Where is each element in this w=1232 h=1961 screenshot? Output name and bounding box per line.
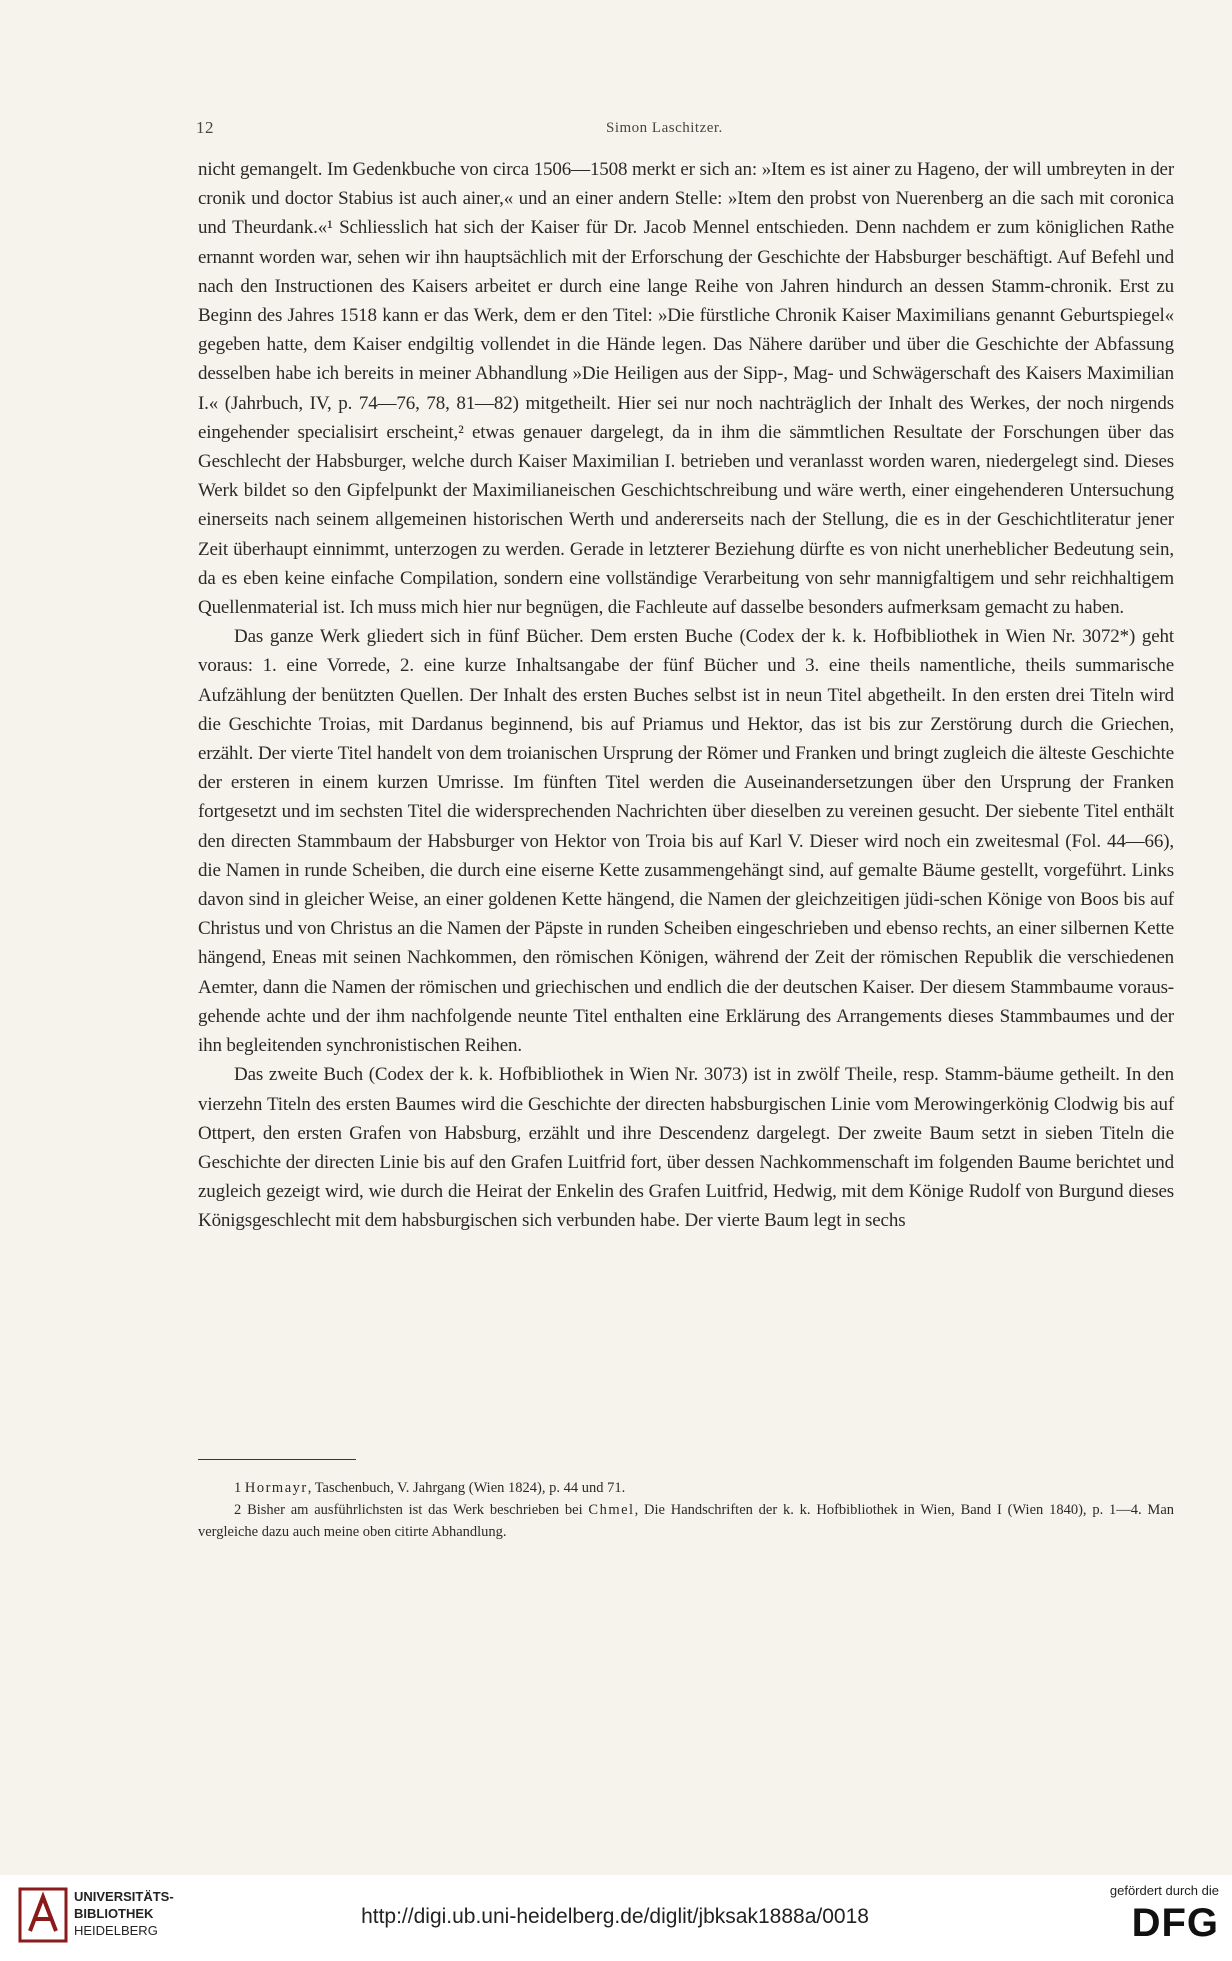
library-line-3: HEIDELBERG xyxy=(74,1923,158,1938)
footnote-mark: 1 xyxy=(234,1480,242,1496)
running-title: Simon Laschitzer. xyxy=(606,120,723,136)
footnote-divider xyxy=(198,1459,356,1460)
paragraph-1: nicht gemangelt. Im Gedenkbuche von circa 1506—1508 merkt er sich an: »Item es ist ainer zu Hageno, der will umbreyten in der cronik und doctor Stabius ist auch ainer,« und an einer andern Stelle: »Item den probst von Nuerenberg an die sach mit coronica und Theurdank.«¹ Schliesslich hat sich der Kaiser für Dr. Jacob Mennel entschieden. Denn nachdem er zum königlichen Rathe ernannt worden war, sehen wir ihn hauptsächlich mit der Erforschung der Geschichte der Habsburger beschäftigt. Auf Befehl und nach den Instructionen des Kaisers arbeitet er durch eine lange Reihe von Jahren hindurch an dessen Stamm-chronik. Erst zu Beginn des Jahres 1518 kann er das Werk, dem er den Titel: »Die fürstliche Chronik Kaiser Maximilians genannt Geburtspiegel« gegeben hatte, dem Kaiser endgiltig vollendet in die Hände legen. Das Nähere darüber und über die Geschichte der Abfassung desselben habe ich bereits in meiner Abhandlung »Die Heiligen aus der Sipp-, Mag- und Schwägerschaft des Kaisers Maximilian I.« (Jahrbuch, IV, p. 74—76, 78, 81—82) mitgetheilt. Hier sei nur noch nachträglich der Inhalt des Werkes, der noch nirgends eingehender specialisirt erscheint,² etwas genauer dargelegt, da in ihm die sämmtlichen Resultate der Forschungen über das Geschlecht der Habsburger, welche durch Kaiser Maximilian I. betrieben und veranlasst worden waren, niedergelegt sind. Dieses Werk bildet so den Gipfelpunkt der Maximilianeischen Geschichtschreibung und wäre werth, einer eingehenderen Untersuchung einerseits nach seinem allgemeinen historischen Werth und andererseits nach der Stellung, die es in der Geschichtliteratur jener Zeit überhaupt einnimmt, unterzogen zu werden. Gerade in letzterer Beziehung dürfte es von nicht unerheblicher Bedeutung sein, da es eben keine einfache Compilation, sondern eine vollständige Verarbeitung von sehr mannigfaltigem und sehr reichhaltigem Quellenmaterial ist. Ich muss mich hier nur begnügen, die Fachleute auf dasselbe besonders aufmerksam gemacht zu haben. xyxy=(198,159,1174,619)
footnotes xyxy=(198,1477,1174,1543)
body-text xyxy=(198,155,1174,1236)
running-head xyxy=(196,118,1196,138)
funder-caption: gefördert durch die xyxy=(1109,1883,1219,1898)
funder-block xyxy=(1085,1883,1225,1944)
library-line-1: UNIVERSITÄTS- xyxy=(74,1889,174,1904)
paragraph-3: Das zweite Buch (Codex der k. k. Hofbibliothek in Wien Nr. 3073) ist in zwölf Theile, resp. Stamm-bäume getheilt. In den vierzehn Titeln des ersten Baumes wird die Geschichte der directen habsburgischen Linie vom Merowingerkönig Clodwig bis auf Ottpert, den ersten Grafen von Habsburg, erzählt und ihre Descendenz dargelegt. Der zweite Baum setzt in sieben Titeln die Geschichte der directen Linie bis auf den Grafen Luitfrid fort, über dessen Nachkommenschaft im folgenden Baume berichtet und zugleich gezeigt wird, wie durch die Heirat der Enkelin des Grafen Luitfrid, Hedwig, mit dem Könige Rudolf von Burgund dieses Königsgeschlecht mit dem habsburgischen sich verbunden habe. Der vierte Baum legt in sechs xyxy=(198,1064,1174,1232)
footnote-pre: Bisher am ausführlichsten ist das Werk beschrieben bei xyxy=(247,1502,589,1518)
paragraph-2: Das ganze Werk gliedert sich in fünf Bücher. Dem ersten Buche (Codex der k. k. Hofbibliothek in Wien Nr. 3072*) geht voraus: 1. eine Vorrede, 2. eine kurze Inhaltsangabe der fünf Bücher und 3. eine theils namentliche, theils summarische Aufzählung der benützten Quellen. Der Inhalt des ersten Buches selbst ist in neun Titel abgetheilt. In den ersten drei Titeln wird die Geschichte Troias, mit Dardanus beginnend, bis auf Priamus und Hektor, das ist bis zur Zerstörung durch die Griechen, erzählt. Der vierte Titel handelt von dem troianischen Ursprung der Römer und Franken und bringt zugleich die älteste Geschichte der ersteren in einem kurzen Umrisse. Im fünften Titel werden die Auseinandersetzungen über den Ursprung der Franken fortgesetzt und im sechsten Titel die widersprechenden Nachrichten über dieselben zu vereinen gesucht. Der siebente Titel enthält den directen Stammbaum der Habsburger von Hektor von Troia bis auf Karl V. Dieser wird noch ein zweitesmal (Fol. 44—66), die Namen in runde Scheiben, die durch eine eiserne Kette zusammengehängt sind, auf gemalte Bäume gestellt, vorgeführt. Links davon sind in gleicher Weise, an einer goldenen Kette hängend, die Namen der gleichzeitigen jüdi-schen Könige von Boos bis auf Christus und von Christus an die Namen der Päpste in runden Scheiben eingeschrieben und ebenso rechts, an einer silbernen Kette hängend, Eneas mit seinen Nachkommen, den römischen Königen, während der Zeit der römischen Republik die verschiedenen Aemter, dann die Namen der römischen und griechischen und endlich die der deutschen Kaiser. Der diesem Stammbaume voraus-gehende achte und der ihm nachfolgende neunte Titel enthalten eine Erklärung des Arrangements dieses Stammbaumes und der ihn begleitenden synchronistischen Reihen. xyxy=(198,626,1174,1057)
footnote-1 xyxy=(198,1477,1174,1499)
library-name xyxy=(74,1888,174,1939)
footnote-author: Hormayr xyxy=(244,1480,308,1496)
permalink[interactable]: http://digi.ub.uni-heidelberg.de/diglit/jbksak1888a/0018 xyxy=(361,1905,869,1928)
footnote-text: , Taschenbuch, V. Jahrgang (Wien 1824), p. 44 und 71. xyxy=(307,1480,626,1496)
library-line-2: BIBLIOTHEK xyxy=(74,1906,154,1921)
footnote-author: Chmel xyxy=(588,1502,635,1518)
footnote-2 xyxy=(198,1499,1174,1543)
ub-heidelberg-logo-icon xyxy=(18,1887,68,1943)
page-number: 12 xyxy=(196,118,214,137)
footnote-text: , Die Handschriften der k. k. Hofbibliothek in Wien, Band I (Wien 1840), p. 1—4. Man vergleiche dazu auch meine oben citirte Abhandlung. xyxy=(198,1502,1175,1540)
bottom-banner xyxy=(0,1875,1232,1961)
footnote-mark: 2 xyxy=(234,1502,242,1518)
dfg-logo-icon: DFG xyxy=(1131,1901,1219,1945)
